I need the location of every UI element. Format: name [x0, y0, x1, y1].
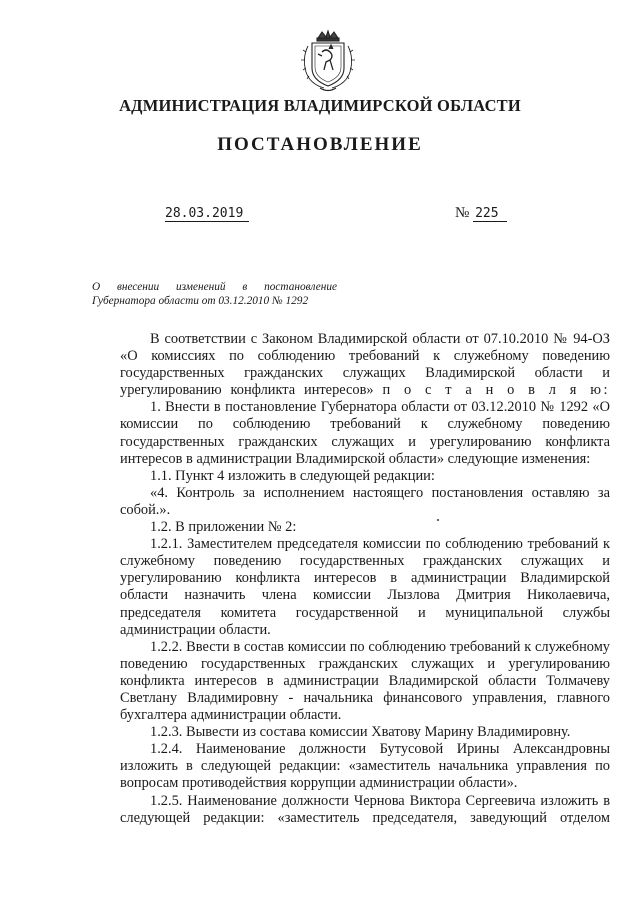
scan-speck — [437, 519, 439, 521]
document-date: 28.03.2019 — [165, 207, 249, 222]
paragraph-1-2-4: 1.2.4. Наименование должности Бутусовой Ирины Александровны изложить в следующей редакции: «заместитель начальника управления по вопросам противодействия коррупции администрации области». — [120, 741, 610, 792]
paragraph-1-2: 1.2. В приложении № 2: — [150, 519, 297, 536]
paragraph-1-1-quote: «4. Контроль за исполнением настоящего постановления оставляю за собой.». — [120, 484, 610, 518]
document-subject: О внесении изменений в постановление Губернатора области от 03.12.2010 № 1292 — [92, 281, 337, 307]
document-number — [455, 205, 507, 222]
paragraph-1-2-2: 1.2.2. Ввести в состав комиссии по соблюдению требований к служебному поведению государственных гражданских служащих и урегулированию конфликта интересов в администрации Владимирской области Толмачеву Светлану Владимировну - начальника финансового управления, главного бухгалтера администрации области. — [120, 638, 610, 724]
paragraph-1: 1. Внести в постановление Губернатора области от 03.12.2010 № 1292 «О комиссии по соблюдению требований к служебному поведению государственных гражданских служащих и урегулированию конфликта интересов в администрации Владимирской области» следующие изменения: — [120, 399, 610, 467]
preamble-paragraph — [120, 331, 610, 399]
number-label: № — [455, 205, 470, 221]
preamble-text: В соответствии с Законом Владимирской области от 07.10.2010 № 94-ОЗ «О комиссиях по соблюдению требований к служебному поведению государственных гражданских служащих Владимирской области и урегулированию конфликта интересов» — [120, 331, 610, 399]
paragraph-1-2-5: 1.2.5. Наименование должности Чернова Виктора Сергеевича изложить в следующей редакции: «заместитель председателя, заведующий отделом — [120, 792, 610, 826]
paragraph-1-2-3: 1.2.3. Вывести из состава комиссии Хватову Марину Владимировну. — [150, 724, 571, 741]
document-type-title: ПОСТАНОВЛЕНИЕ — [217, 134, 423, 155]
number-value: 225 — [473, 206, 506, 222]
paragraph-1-1: 1.1. Пункт 4 изложить в следующей редакции: — [150, 467, 435, 484]
organization-title: АДМИНИСТРАЦИЯ ВЛАДИМИРСКОЙ ОБЛАСТИ — [119, 96, 521, 115]
paragraph-1-2-1: 1.2.1. Заместителем председателя комиссии по соблюдению требований к служебному поведению государственных гражданских служащих и урегулированию конфликта интересов в администрации Владимирской области назначить члена комиссии Лызлова Дмитрия Николаевича, председателя комитета государственной и муниципальной службы администрации области. — [120, 536, 610, 638]
document-body — [120, 331, 610, 827]
decree-word: п о с т а н о в л я ю: — [382, 382, 610, 399]
coat-of-arms-icon — [300, 28, 356, 94]
